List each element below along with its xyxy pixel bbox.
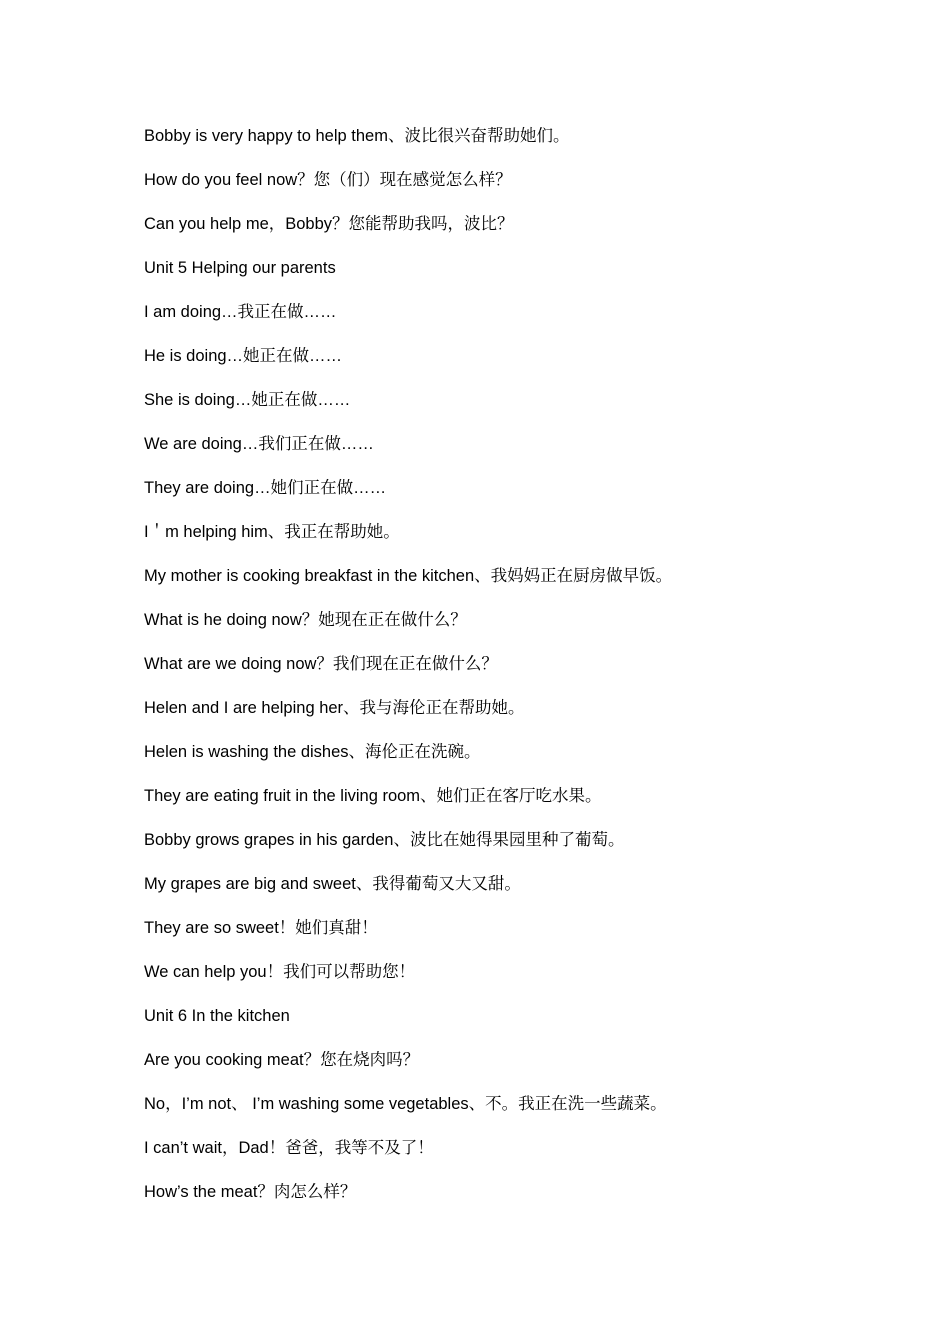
unit-heading: Unit 6 In the kitchen bbox=[144, 1007, 290, 1025]
text-line: Helen is washing the dishes、海伦正在洗碗。 bbox=[144, 743, 481, 761]
text-line: I can’t wait，Dad！爸爸，我等不及了！ bbox=[144, 1139, 434, 1157]
text-line: My mother is cooking breakfast in the kitchen、我妈妈正在厨房做早饭。 bbox=[144, 567, 673, 585]
text-line: She is doing…她正在做…… bbox=[144, 391, 351, 409]
text-line: No，I’m not、 I’m washing some vegetables、不。我正在洗一些蔬菜。 bbox=[144, 1095, 667, 1113]
text-line: We can help you！我们可以帮助您！ bbox=[144, 963, 416, 981]
text-body bbox=[144, 122, 864, 1222]
text-line: They are eating fruit in the living room、她们正在客厅吃水果。 bbox=[144, 787, 602, 805]
text-line: I am doing…我正在做…… bbox=[144, 303, 337, 321]
text-line: Bobby grows grapes in his garden、波比在她得果园里种了葡萄。 bbox=[144, 831, 625, 849]
text-line: Can you help me，Bobby？您能帮助我吗，波比？ bbox=[144, 215, 514, 233]
text-line: What is he doing now？她现在正在做什么？ bbox=[144, 611, 467, 629]
text-line: I＇m helping him、我正在帮助她。 bbox=[144, 523, 400, 541]
text-line: What are we doing now？我们现在正在做什么？ bbox=[144, 655, 498, 673]
text-line: My grapes are big and sweet、我得葡萄又大又甜。 bbox=[144, 875, 521, 893]
text-line: Bobby is very happy to help them、波比很兴奋帮助她们。 bbox=[144, 127, 570, 145]
text-line: How’s the meat？肉怎么样？ bbox=[144, 1183, 357, 1201]
text-line: He is doing…她正在做…… bbox=[144, 347, 343, 365]
text-line: Helen and I are helping her、我与海伦正在帮助她。 bbox=[144, 699, 525, 717]
text-line: We are doing…我们正在做…… bbox=[144, 435, 374, 453]
text-line: They are so sweet！她们真甜！ bbox=[144, 919, 378, 937]
text-line: How do you feel now？您（们）现在感觉怎么样？ bbox=[144, 171, 512, 189]
text-line: Are you cooking meat？您在烧肉吗？ bbox=[144, 1051, 420, 1069]
unit-heading: Unit 5 Helping our parents bbox=[144, 259, 336, 277]
text-line: They are doing…她们正在做…… bbox=[144, 479, 387, 497]
